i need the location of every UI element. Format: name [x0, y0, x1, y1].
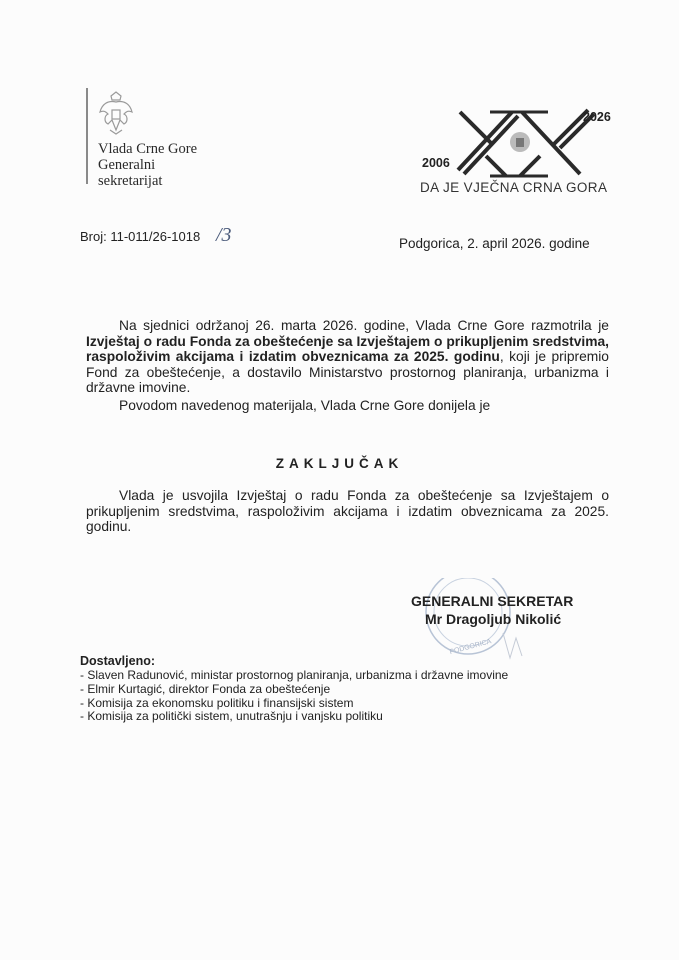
header-divider-bar: [86, 88, 88, 184]
institution-line-2: Generalni: [98, 157, 156, 173]
svg-text:PODGORICA: PODGORICA: [448, 638, 493, 657]
anniversary-year-start: 2006: [422, 156, 450, 170]
signatory-title: GENERALNI SEKRETAR: [411, 593, 574, 609]
paragraph-adoption: Povodom navedenog materijala, Vlada Crne Gore donijela je: [119, 398, 491, 413]
institution-line-3: sekretarijat: [98, 173, 163, 189]
document-number: Broj: 11-011/26-1018: [80, 229, 201, 244]
handwritten-number-suffix: /3: [216, 224, 232, 246]
distribution-item: - Elmir Kurtagić, direktor Fonda za obeštećenje: [80, 683, 508, 697]
anniversary-motto: DA JE VJEČNA CRNA GORA: [420, 180, 608, 195]
report-title-bold: Izvještaj o radu Fonda za obeštećenje sa Izvještajem o prikupljenim sredstvima, raspoloživim akcijama i izdatim obveznicama za 2025. godinu: [86, 333, 609, 365]
anniversary-year-end: 2026: [583, 110, 611, 124]
paragraph-session-intro: Na sjednici održanoj 26. marta 2026. godine, Vlada Crne Gore razmotrila je: [119, 318, 609, 333]
decision-title: ZAKLJUČAK: [275, 456, 404, 471]
institution-name: [98, 141, 197, 189]
coat-of-arms-icon: [96, 90, 136, 136]
paragraph-session-outro: , koji je pripremio Fond za obeštećenje, a dostavilo Ministarstvo prostornog planiranja, urbanizma i državne imovine.: [86, 349, 609, 396]
institution-line-1: Vlada Crne Gore: [98, 141, 198, 157]
distribution-item: - Slaven Radunović, ministar prostornog planiranja, urbanizma i državne imovine: [80, 669, 508, 683]
distribution-list: [80, 669, 508, 724]
distribution-item: - Komisija za politički sistem, unutrašnju i vanjsku politiku: [80, 710, 508, 724]
distribution-heading: Dostavljeno:: [80, 654, 156, 668]
paragraph-session: [86, 318, 609, 396]
paragraph-conclusion: Vlada je usvojila Izvještaj o radu Fonda za obeštećenje sa Izvještajem o prikupljenim sredstvima, raspoloživim akcijama i izdatim obveznicama za 2025. godinu.: [86, 488, 609, 535]
distribution-item: - Komisija za ekonomsku politiku i finansijski sistem: [80, 697, 508, 711]
place-and-date: Podgorica, 2. april 2026. godine: [399, 236, 590, 251]
signatory-name: Mr Dragoljub Nikolić: [425, 611, 562, 627]
